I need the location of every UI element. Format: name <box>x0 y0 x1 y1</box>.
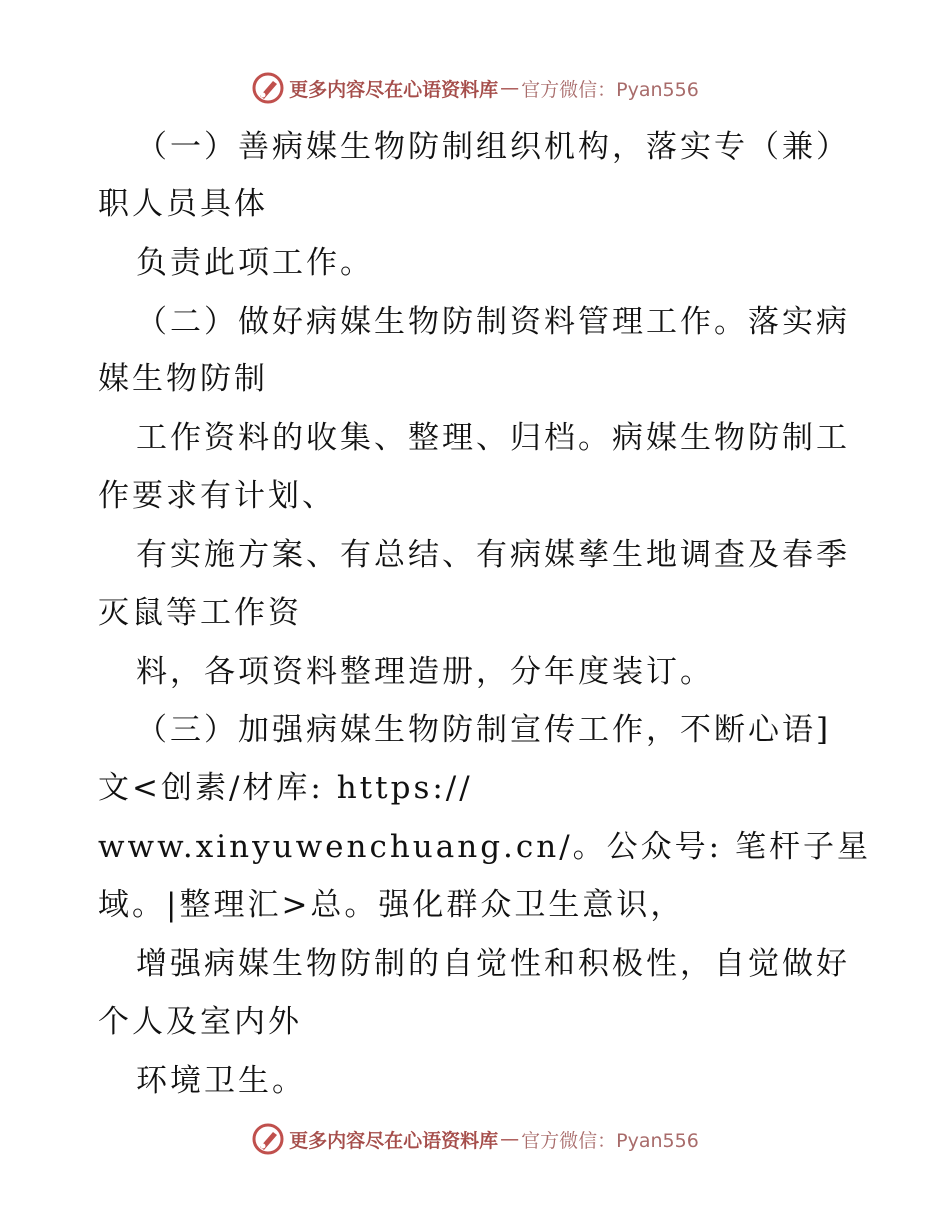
pen-logo-icon <box>251 1122 285 1156</box>
body-line: （一）善病媒生物防制组织机构，落实专（兼） <box>136 129 850 165</box>
body-line: 域。|整理汇>总。强化群众卫生意识， <box>98 887 685 923</box>
header-banner <box>0 68 950 108</box>
body-line: 负责此项工作。 <box>136 245 374 281</box>
body-line: 增强病媒生物防制的自觉性和积极性，自觉做好 <box>136 946 850 982</box>
body-line: 个人及室内外 <box>98 1004 302 1040</box>
body-line: 作要求有计划、 <box>98 478 336 514</box>
banner-separator: — <box>500 77 520 99</box>
body-line: 环境卫生。 <box>136 1063 306 1099</box>
banner-lead-text: 更多内容尽在心语资料库 <box>289 1129 499 1152</box>
body-line: （三）加强病媒生物防制宣传工作，不断心语] <box>136 712 832 748</box>
footer-banner <box>0 1119 950 1159</box>
body-line: 灭鼠等工作资 <box>98 595 302 631</box>
body-line: 职人员具体 <box>98 186 268 222</box>
body-line: 工作资料的收集、整理、归档。病媒生物防制工 <box>136 420 850 456</box>
body-line: （二）做好病媒生物防制资料管理工作。落实病 <box>136 304 850 340</box>
body-line: 料，各项资料整理造册，分年度装订。 <box>136 654 714 690</box>
banner-wechat-text: 官方微信：Pyan556 <box>521 1129 699 1152</box>
banner-wechat-text: 官方微信：Pyan556 <box>521 78 699 101</box>
body-line: 有实施方案、有总结、有病媒孳生地调查及春季 <box>136 537 850 573</box>
pen-logo-icon <box>251 71 285 105</box>
body-line: 文<创素/材库: https:// <box>98 770 473 806</box>
banner-lead-text: 更多内容尽在心语资料库 <box>289 78 499 101</box>
body-line: www.xinyuwenchuang.cn/。公众号: 笔杆子星 <box>98 829 871 865</box>
banner-separator: — <box>500 1128 520 1150</box>
body-line: 媒生物防制 <box>98 361 268 397</box>
